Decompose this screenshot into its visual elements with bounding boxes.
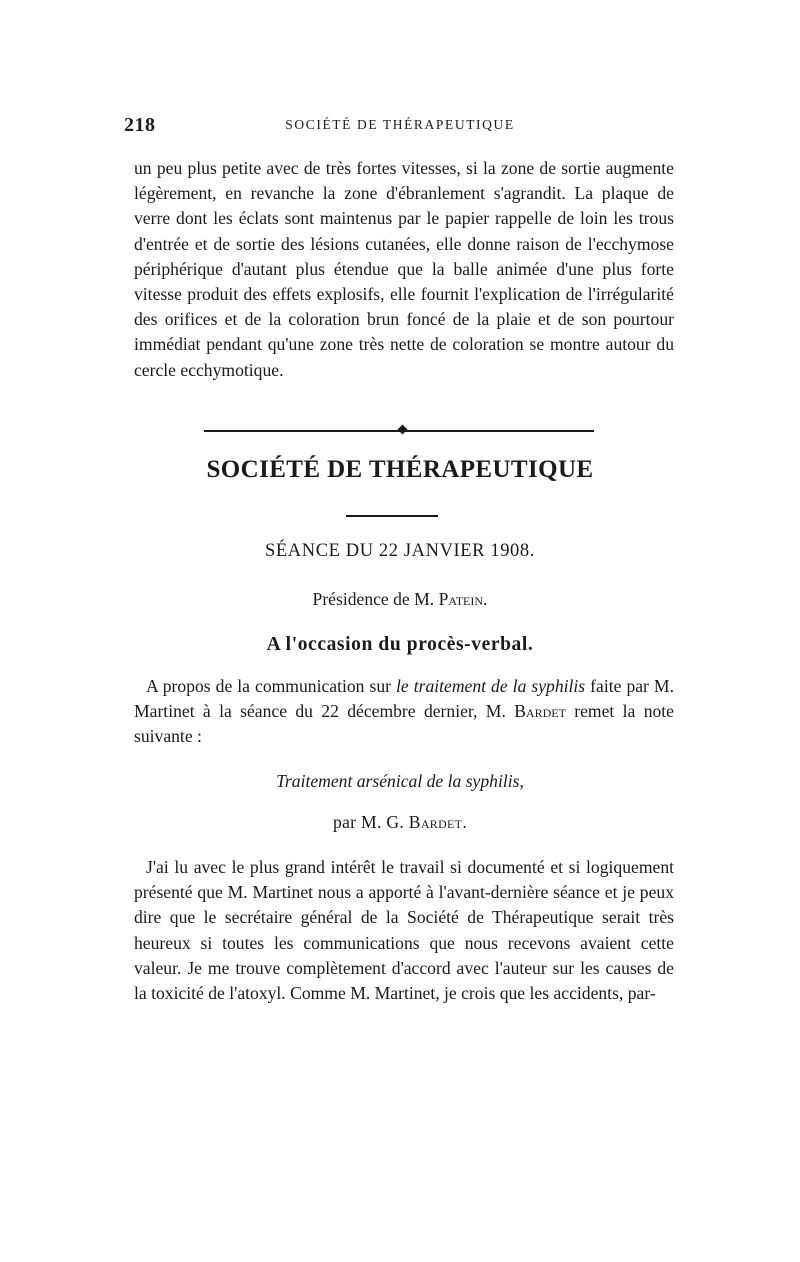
article-author	[124, 812, 676, 833]
intro-italic-title: le traitement de la syphilis	[396, 676, 586, 696]
intro-text-1: A propos de la communication sur	[146, 676, 396, 696]
article-title: Traitement arsénical de la syphilis,	[276, 771, 524, 791]
ornamental-rule	[204, 425, 594, 435]
body-paragraph: J'ai lu avec le plus grand intérêt le travail si documenté et si logiquement présenté que M. Martinet nous a apporté à l'avant-dernière séance et je peux dire que le secrétaire général de la Société de Thérapeutique serait très heureux si toutes les communications que nous recevons avaient cette valeur. Je me trouve complètement d'accord avec l'auteur sur les causes de la toxicité de l'atoxyl. Comme M. Martinet, je crois que les accidents, par-	[134, 857, 674, 1004]
author-suffix: .	[462, 812, 468, 832]
diamond-ornament-icon	[398, 425, 408, 435]
intro-name: Bardet	[514, 701, 566, 722]
author-prefix: par M. G.	[332, 812, 405, 832]
intro-text-3: remet la note suivante :	[134, 701, 674, 747]
page-number: 218	[124, 114, 156, 136]
short-rule	[346, 515, 438, 517]
running-head	[124, 114, 676, 138]
continuation-paragraph: un peu plus petite avec de très fortes vitesses, si la zone de sortie augmente légèrement, en revanche la zone d'ébranlement s'agrandit. La plaque de verre dont les éclats sont maintenus par le papier rappelle de loin les trous d'entrée et de sortie des lésions cutanées, elle donne raison de l'ecchymose périphérique d'autant plus étendue que la balle animée d'une plus forte vitesse produit des effets explosifs, elle fournit l'explication de l'irrégularité des orifices et de la coloration brun foncé de la plaie et de son pourtour immédiat pendant qu'une zone très nette de coloration se montre autour du cercle ecchymotique.	[134, 158, 674, 380]
presidence-prefix: Présidence de M.	[312, 589, 435, 609]
president-name: Patein	[438, 589, 484, 609]
intro-text-2: faite par M. Martinet à la séance du 22 décembre dernier, M.	[134, 676, 674, 722]
subheading: A l'occasion du procès-verbal.	[266, 634, 534, 655]
presidence-line	[124, 589, 676, 610]
section-title: SOCIÉTÉ DE THÉRAPEUTIQUE	[206, 456, 594, 483]
running-title: SOCIÉTÉ DE THÉRAPEUTIQUE	[285, 117, 515, 132]
intro-paragraph	[134, 674, 674, 750]
session-date: SÉANCE DU 22 JANVIER 1908.	[265, 541, 535, 561]
presidence-suffix: .	[483, 589, 488, 609]
author-name: Bardet	[408, 812, 463, 832]
